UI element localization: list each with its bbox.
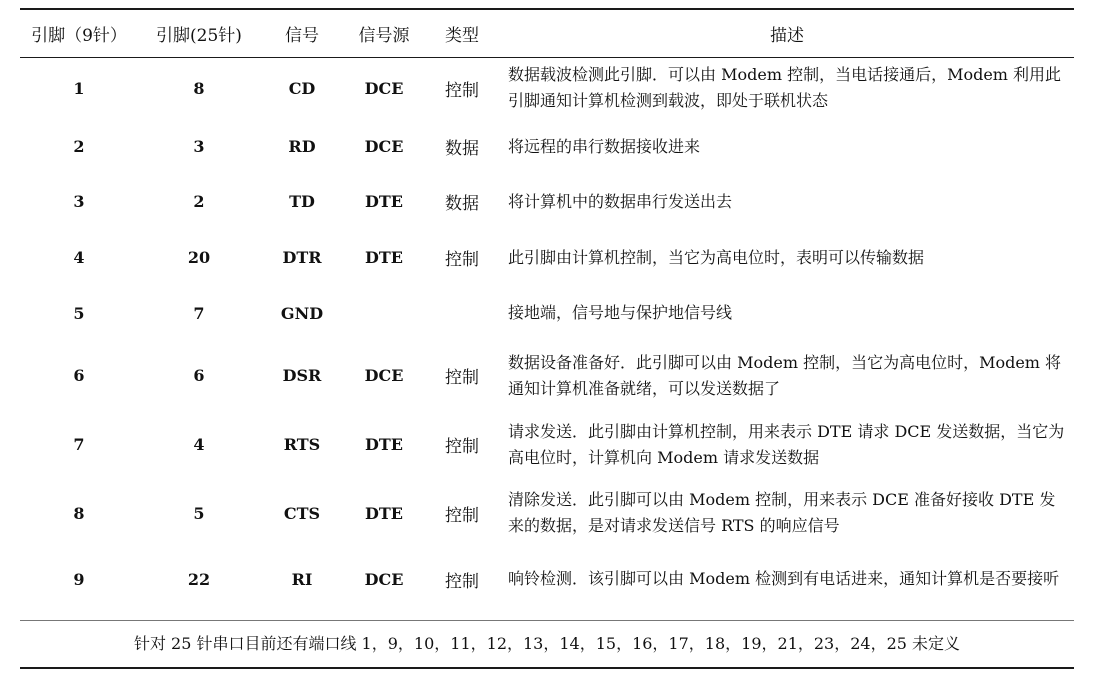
cell-source: DTE xyxy=(365,192,403,211)
cell-type: 控制 xyxy=(445,505,479,526)
cell-description: 此引脚由计算机控制，当它为高电位时，表明可以传输数据 xyxy=(508,247,925,267)
cell-pin25: 3 xyxy=(193,137,205,156)
cell-source: DCE xyxy=(364,78,404,98)
cell-type: 数据 xyxy=(445,139,479,159)
cell-type: 控制 xyxy=(445,571,479,592)
cell-pin25: 22 xyxy=(187,569,211,589)
cell-pin9: 4 xyxy=(73,248,85,267)
cell-pin25: 6 xyxy=(193,366,205,385)
cell-pin9: 7 xyxy=(73,435,85,454)
cell-source: DTE xyxy=(365,435,403,454)
col-header-type: 类型 xyxy=(445,26,479,46)
cell-signal: TD xyxy=(289,192,315,211)
cell-type: 数据 xyxy=(445,194,479,214)
cell-signal: DTR xyxy=(282,248,322,267)
cell-type: 控制 xyxy=(445,368,479,388)
cell-description: 数据设备准备好．此引脚可以由 Modem 控制，当它为高电位时，Modem 将通知计算机准备就绪，可以发送数据了 xyxy=(508,352,1062,398)
cell-type: 控制 xyxy=(445,250,479,270)
cell-pin9: 9 xyxy=(73,569,85,589)
cell-pin25: 8 xyxy=(193,78,205,98)
col-header-signal: 信号 xyxy=(285,26,319,46)
cell-description: 响铃检测．该引脚可以由 Modem 检测到有电话进来，通知计算机是否要接听 xyxy=(508,569,1060,588)
cell-source: DCE xyxy=(364,569,404,589)
table-footnote: 针对 25 针串口目前还有端口线 1，9，10，11，12，13，14，15，16，17，18，19，21，23，24，25 未定义 xyxy=(133,634,961,653)
col-header-description: 描述 xyxy=(770,26,804,46)
cell-type xyxy=(424,286,500,340)
cell-description: 接地端，信号地与保护地信号线 xyxy=(508,303,733,322)
cell-source: DTE xyxy=(365,503,403,523)
col-header-source: 信号源 xyxy=(358,26,410,46)
cell-source: DTE xyxy=(365,248,403,267)
cell-signal: DSR xyxy=(282,366,322,385)
table-row xyxy=(20,119,1074,174)
table-row xyxy=(20,57,1074,119)
cell-pin9: 5 xyxy=(73,303,85,323)
table-row xyxy=(20,229,1074,286)
cell-pin25: 7 xyxy=(193,303,205,323)
cell-description: 将计算机中的数据串行发送出去 xyxy=(508,191,733,211)
table-row xyxy=(20,340,1074,411)
cell-pin9: 1 xyxy=(73,78,85,98)
cell-pin9: 6 xyxy=(73,366,85,385)
table-row xyxy=(20,478,1074,548)
cell-description: 将远程的串行数据接收进来 xyxy=(508,136,701,156)
cell-description: 请求发送．此引脚由计算机控制，用来表示 DTE 请求 DCE 发送数据，当它为高电位时，计算机向 Modem 请求发送数据 xyxy=(508,421,1065,467)
col-header-pin9: 引脚（9针） xyxy=(31,26,127,46)
cell-pin25: 4 xyxy=(193,435,205,454)
cell-pin25: 2 xyxy=(193,192,205,211)
footnote-rule xyxy=(20,620,1074,621)
cell-source xyxy=(344,286,424,340)
table-bottom-rule xyxy=(20,667,1074,669)
table-row xyxy=(20,174,1074,229)
table-row xyxy=(20,548,1074,610)
cell-pin9: 3 xyxy=(73,192,85,211)
cell-signal: RD xyxy=(288,137,316,156)
col-header-pin25: 引脚(25针) xyxy=(156,26,242,46)
cell-description: 清除发送．此引脚可以由 Modem 控制，用来表示 DCE 准备好接收 DTE 发来的数据，是对请求发送信号 RTS 的响应信号 xyxy=(508,490,1056,535)
cell-type: 控制 xyxy=(445,80,479,101)
cell-pin25: 5 xyxy=(193,503,205,523)
cell-signal: GND xyxy=(280,303,324,323)
table-row xyxy=(20,286,1074,340)
serial-pin-table xyxy=(20,10,1074,610)
cell-source: DCE xyxy=(364,366,404,385)
cell-signal: CTS xyxy=(283,503,321,523)
cell-signal: RI xyxy=(291,569,313,589)
cell-source: DCE xyxy=(364,137,404,156)
cell-type: 控制 xyxy=(445,437,479,457)
cell-signal: CD xyxy=(288,78,316,98)
cell-description: 数据载波检测此引脚．可以由 Modem 控制，当电话接通后，Modem 利用此引脚通知计算机检测到载波，即处于联机状态 xyxy=(508,65,1062,110)
cell-signal: RTS xyxy=(283,435,321,454)
table-row xyxy=(20,411,1074,478)
cell-pin9: 8 xyxy=(73,503,85,523)
cell-pin9: 2 xyxy=(73,137,85,156)
cell-pin25: 20 xyxy=(187,248,211,267)
header-row xyxy=(20,10,1074,57)
